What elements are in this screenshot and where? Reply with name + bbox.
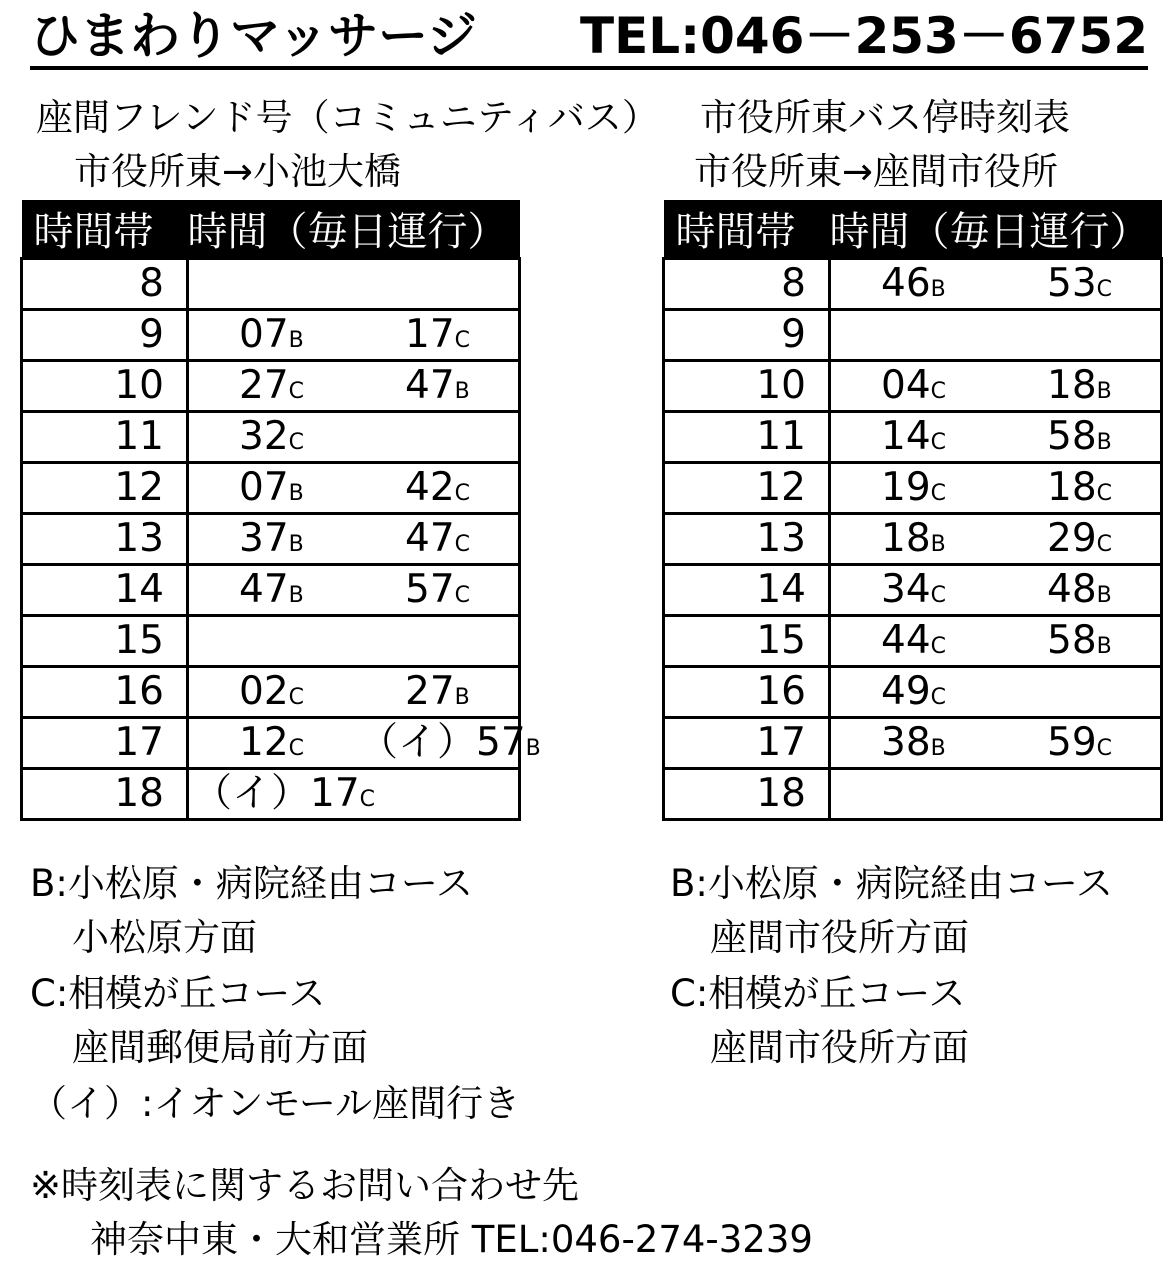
table-row [664, 412, 1162, 463]
departure-minute: 29 [1047, 516, 1097, 561]
departure-minute: 49 [881, 669, 931, 714]
departure-time [239, 668, 304, 722]
departure-time [405, 566, 470, 620]
hour-cell: 9 [22, 310, 188, 361]
hour-cell: 15 [22, 616, 188, 667]
course-code: B [1096, 430, 1112, 455]
departure-minute: 14 [881, 414, 931, 459]
course-code: B [930, 736, 946, 761]
departure-minute: 18 [1047, 465, 1097, 510]
right-note-b-course: B:小松原・病院経由コース [670, 862, 1113, 905]
hour-cell: 12 [22, 463, 188, 514]
left-note-aeon: （イ）:イオンモール座間行き [30, 1082, 521, 1125]
departure-minute: 27 [405, 669, 455, 714]
course-code: B [454, 685, 470, 710]
departure-time [881, 566, 946, 620]
departure-minute: 47 [405, 363, 455, 408]
departure-minute: 07 [239, 312, 289, 357]
course-code: C [1096, 532, 1113, 557]
departure-minute: 38 [881, 720, 931, 765]
table-row [664, 463, 1162, 514]
departure-minute: 34 [881, 567, 931, 612]
departure-minute: 47 [239, 567, 289, 612]
course-code: C [1096, 736, 1113, 761]
departure-minute: 46 [881, 261, 931, 306]
departure-minute: 18 [1047, 363, 1097, 408]
departure-time [239, 362, 304, 416]
departure-minute: 27 [239, 363, 289, 408]
departure-minute: 47 [405, 516, 455, 561]
table-row [22, 259, 520, 310]
header-times: 時間（毎日運行） [830, 200, 1162, 259]
table-row [22, 616, 520, 667]
timetable-header-row [664, 200, 1162, 259]
table-row [22, 514, 520, 565]
departure-minute: 58 [1047, 618, 1097, 663]
departure-times-cell [188, 361, 520, 412]
departure-minute: 42 [405, 465, 455, 510]
departure-times-cell [188, 463, 520, 514]
departure-minute: 44 [881, 618, 931, 663]
course-code: B [525, 736, 541, 761]
course-code: C [359, 787, 376, 812]
departure-times-cell [188, 667, 520, 718]
course-code: C [288, 379, 305, 404]
header-hour: 時間帯 [664, 200, 830, 259]
left-route: 市役所東→小池大橋 [74, 150, 402, 193]
table-row [22, 667, 520, 718]
departure-times-cell [188, 514, 520, 565]
departure-time [405, 515, 470, 569]
right-note-c-direction: 座間市役所方面 [710, 1026, 969, 1069]
course-code: C [930, 583, 947, 608]
departure-minute: 32 [239, 414, 289, 459]
course-code: C [454, 481, 471, 506]
hour-cell: 17 [22, 718, 188, 769]
hour-cell: 8 [664, 259, 830, 310]
course-code: B [930, 532, 946, 557]
departure-minute: 17 [405, 312, 455, 357]
departure-time [239, 464, 304, 518]
departure-time [881, 413, 946, 467]
departure-time [1047, 515, 1112, 569]
course-code: C [288, 736, 305, 761]
departure-minute: 57 [405, 567, 455, 612]
departure-times-cell [830, 361, 1162, 412]
departure-time [881, 617, 946, 671]
hour-cell: 8 [22, 259, 188, 310]
inquiry-label: ※時刻表に関するお問い合わせ先 [30, 1164, 580, 1207]
departure-minute: 58 [1047, 414, 1097, 459]
table-row [664, 310, 1162, 361]
course-code: C [930, 481, 947, 506]
departure-times-cell [188, 259, 520, 310]
course-code: B [288, 532, 304, 557]
departure-time [239, 566, 304, 620]
header-hour: 時間帯 [22, 200, 188, 259]
departure-time [881, 362, 946, 416]
departure-times-cell [830, 412, 1162, 463]
departure-time [359, 719, 541, 773]
departure-time [405, 311, 470, 365]
course-code: C [288, 685, 305, 710]
timetable-header-row [22, 200, 520, 259]
departure-time [239, 311, 304, 365]
departure-times-cell [830, 565, 1162, 616]
right-note-c-course: C:相模が丘コース [670, 972, 966, 1015]
page-title [30, 6, 1148, 70]
departure-minute: 02 [239, 669, 289, 714]
departure-minute: （イ）17 [193, 771, 360, 816]
course-code: B [288, 583, 304, 608]
table-row [664, 769, 1162, 820]
course-code: C [930, 379, 947, 404]
left-note-c-course: C:相模が丘コース [30, 972, 326, 1015]
course-code: C [288, 430, 305, 455]
departure-times-cell [830, 667, 1162, 718]
inquiry-contact: 神奈中東・大和営業所 TEL:046-274-3239 [90, 1218, 813, 1261]
course-code: B [1096, 583, 1112, 608]
table-row [22, 565, 520, 616]
course-code: B [288, 481, 304, 506]
right-timetable [662, 200, 1163, 821]
right-title: 市役所東バス停時刻表 [700, 96, 1070, 139]
table-row [664, 361, 1162, 412]
hour-cell: 17 [664, 718, 830, 769]
departure-times-cell [830, 616, 1162, 667]
left-timetable [20, 200, 541, 821]
left-note-b-course: B:小松原・病院経由コース [30, 862, 473, 905]
course-code: C [1096, 277, 1113, 302]
hour-cell: 18 [664, 769, 830, 820]
departure-times-cell [188, 769, 520, 820]
departure-time [1047, 719, 1112, 773]
table-row [22, 769, 520, 820]
course-code: C [930, 685, 947, 710]
course-code: B [930, 277, 946, 302]
hour-cell: 16 [22, 667, 188, 718]
left-note-c-direction: 座間郵便局前方面 [72, 1026, 368, 1069]
table-row [22, 718, 520, 769]
right-note-b-direction: 座間市役所方面 [710, 916, 969, 959]
departure-time [1047, 566, 1112, 620]
hour-cell: 9 [664, 310, 830, 361]
course-code: B [1096, 634, 1112, 659]
hour-cell: 12 [664, 463, 830, 514]
departure-minute: （イ）57 [359, 720, 526, 765]
departure-time [239, 719, 304, 773]
departure-time [405, 362, 470, 416]
departure-times-cell [188, 718, 541, 769]
right-route: 市役所東→座間市役所 [694, 150, 1059, 193]
course-code: C [454, 583, 471, 608]
departure-times-cell [830, 514, 1162, 565]
departure-time [881, 464, 946, 518]
table-row [664, 616, 1162, 667]
table-row [664, 667, 1162, 718]
departure-time [1047, 617, 1112, 671]
hour-cell: 14 [22, 565, 188, 616]
departure-minute: 19 [881, 465, 931, 510]
departure-minute: 53 [1047, 261, 1097, 306]
departure-times-cell [188, 565, 520, 616]
departure-time [239, 515, 304, 569]
departure-times-cell [188, 310, 520, 361]
course-code: B [454, 379, 470, 404]
departure-time [1047, 413, 1112, 467]
departure-minute: 18 [881, 516, 931, 561]
departure-minute: 07 [239, 465, 289, 510]
table-row [22, 310, 520, 361]
departure-minute: 37 [239, 516, 289, 561]
departure-time [881, 668, 946, 722]
course-code: C [454, 328, 471, 353]
hour-cell: 13 [22, 514, 188, 565]
course-code: C [1096, 481, 1113, 506]
departure-time [405, 464, 470, 518]
departure-minute: 12 [239, 720, 289, 765]
hour-cell: 16 [664, 667, 830, 718]
departure-time [881, 260, 946, 314]
departure-times-cell [188, 616, 520, 667]
table-row [22, 361, 520, 412]
business-name: ひまわりマッサージ [30, 7, 477, 65]
departure-minute: 59 [1047, 720, 1097, 765]
hour-cell: 18 [22, 769, 188, 820]
table-row [664, 514, 1162, 565]
departure-times-cell [188, 412, 520, 463]
hour-cell: 15 [664, 616, 830, 667]
departure-time [239, 413, 304, 467]
departure-time [193, 770, 375, 824]
hour-cell: 11 [22, 412, 188, 463]
hour-cell: 10 [22, 361, 188, 412]
table-row [664, 565, 1162, 616]
left-title: 座間フレンド号（コミュニティバス） [36, 96, 659, 139]
departure-minute: 48 [1047, 567, 1097, 612]
left-note-b-direction: 小松原方面 [72, 916, 257, 959]
hour-cell: 14 [664, 565, 830, 616]
business-phone: TEL:046－253－6752 [579, 7, 1148, 65]
table-row [22, 463, 520, 514]
departure-time [1047, 464, 1112, 518]
departure-times-cell [830, 259, 1162, 310]
course-code: C [454, 532, 471, 557]
departure-times-cell [830, 718, 1162, 769]
hour-cell: 11 [664, 412, 830, 463]
course-code: B [1096, 379, 1112, 404]
departure-time [881, 515, 946, 569]
hour-cell: 10 [664, 361, 830, 412]
table-row [664, 259, 1162, 310]
course-code: C [930, 430, 947, 455]
hour-cell: 13 [664, 514, 830, 565]
departure-times-cell [830, 310, 1162, 361]
course-code: C [930, 634, 947, 659]
departure-time [405, 668, 470, 722]
departure-time [1047, 362, 1112, 416]
departure-time [1047, 260, 1112, 314]
departure-minute: 04 [881, 363, 931, 408]
table-row [22, 412, 520, 463]
departure-times-cell [830, 463, 1162, 514]
course-code: B [288, 328, 304, 353]
table-row [664, 718, 1162, 769]
header-times: 時間（毎日運行） [188, 200, 520, 259]
departure-time [881, 719, 946, 773]
departure-times-cell [830, 769, 1162, 820]
